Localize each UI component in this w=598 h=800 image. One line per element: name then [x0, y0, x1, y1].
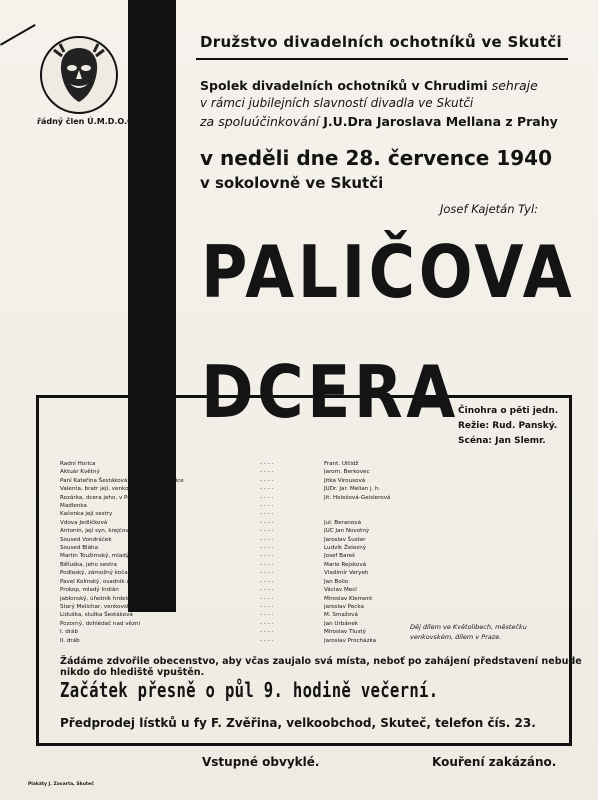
cast-role: Rozárka, dcera jeho, v Praze ve službě [60, 494, 168, 501]
cast-actor: Jitka Virousová [324, 477, 366, 484]
play-author: Josef Kajetán Tyl: [440, 202, 539, 216]
cast-actor [324, 502, 464, 510]
cast-dots: - - - - [260, 511, 274, 518]
cast-actor: Jan Bolio [324, 578, 349, 585]
cast-row [60, 544, 490, 552]
cast-actor: Josef Bareš [324, 553, 355, 560]
cast-actor: Vladimír Veryeh [324, 570, 369, 577]
cast-role: Jablonský, úředník hrdelního práva [60, 595, 157, 602]
cast-dots: - - - - [260, 595, 274, 602]
cast-row [60, 611, 490, 619]
cast-row [60, 485, 490, 493]
cast-role: Soused Vondráček [60, 536, 112, 543]
cast-dots: - - - - [260, 612, 274, 619]
printer-credit: Plakáty J. Zavarta, Skuteč [28, 782, 94, 787]
cast-row [60, 468, 490, 476]
intro-line-2: v rámci jubilejních slavností divadla ve Skutči [200, 96, 474, 110]
cast-role: I. dráb [60, 629, 79, 636]
cast-actor: Jarom. Berkovec [324, 469, 370, 476]
play-title-line-1: PALIČOVA [201, 230, 576, 314]
spolek-name: Spolek divadelních ochotníků v Chrudimi [200, 78, 488, 93]
cast-dots: - - - - [260, 561, 274, 568]
cast-role: Starý Melichar, venkovský hrobník [60, 603, 156, 610]
cast-row [60, 561, 490, 569]
sehraje-word: sehraje [487, 78, 538, 93]
cast-role: Paní Kateřina Šestáková, zámožná plátenice [60, 477, 184, 484]
intro-line-3 [200, 114, 558, 129]
start-time: Začátek přesně o půl 9. hodině večerní. [60, 678, 439, 702]
cast-actor: M. Smažová [324, 612, 358, 619]
cast-row [60, 519, 490, 527]
intro-line-1 [200, 78, 538, 93]
cast-row [60, 586, 490, 594]
cast-dots: - - - - [260, 637, 274, 644]
membership-label: řádný člen Ú.M.D.O.Č. [37, 117, 136, 126]
cast-dots: - - - - [260, 519, 274, 526]
cast-dots: - - - - [260, 461, 274, 467]
audience-notice: Žádáme zdvořile obecenstvo, aby včas zaujalo svá místa, neboť po zahájení představení nebude nikdo do hlediště vpuštěn. [60, 656, 582, 678]
cast-role: Radní Horica [60, 461, 96, 467]
cast-actor: Jaroslav Šuster [324, 536, 366, 543]
event-place: v sokolovně ve Skutči [200, 174, 384, 192]
scenery-line: Scéna: Jan Slemr. [458, 436, 546, 446]
cast-dots: - - - - [260, 469, 274, 476]
cast-row [60, 527, 490, 535]
cast-actor: Miroslav Tlustý [324, 629, 366, 636]
cast-actor: Jaroslav Procházka [324, 637, 377, 644]
ticket-presale: Předprodej lístků u fy F. Zvěřina, velkoobchod, Skuteč, telefon čís. 23. [60, 716, 536, 730]
cast-actor: JUDr. Jar. Mellan j. h. [324, 486, 381, 493]
cast-dots: - - - - [260, 494, 274, 501]
cast-role: II. dráb [60, 637, 80, 644]
cast-dots: - - - - [260, 528, 274, 535]
cast-row [60, 502, 490, 510]
cast-dots: - - - - [260, 587, 274, 594]
production-credits [458, 404, 558, 449]
cast-dots: - - - - [260, 570, 274, 577]
director-line: Režie: Rud. Panský. [458, 421, 558, 431]
cast-actor: Jaroslav Pecka [324, 603, 364, 610]
cast-role: Liduška, služka Šestáková [60, 612, 133, 619]
cast-role: Madlenka [60, 503, 87, 510]
cast-role: Soused Bláha [60, 545, 98, 552]
cast-row [60, 494, 490, 502]
cast-role: Podleský, zámožný kočař [60, 570, 131, 577]
cast-row [60, 578, 490, 586]
cast-row [60, 510, 490, 518]
organization-name: Družstvo divadelních ochotníků ve Skutči [200, 33, 562, 51]
cast-actor: Frant. Uttidž [324, 461, 359, 467]
setting-note: Děj dílem ve Květolibech, městečku venkovském, dílem v Praze. [410, 623, 527, 641]
cast-dots: - - - - [260, 503, 274, 510]
cast-role: Prokop, mladý Indián [60, 587, 119, 594]
cast-actor: Jit. Holešová-Geislerová [324, 494, 391, 501]
cast-role: Pavel Kolínský, osadník z Ameriky [60, 578, 154, 585]
cast-actor: Miroslav Klement [324, 595, 373, 602]
guest-actor: J.U.Dra Jaroslava Mellana z Prahy [323, 114, 558, 129]
cast-dots: - - - - [260, 486, 274, 493]
cast-dots: - - - - [260, 620, 274, 627]
cast-actor: Ludvík Železný [324, 545, 367, 552]
cast-row [60, 460, 490, 468]
cast-actor: Jul. Beranová [324, 519, 362, 526]
play-title-line-2: DCERA [201, 350, 459, 434]
cast-row [60, 603, 490, 611]
cast-actor: Marie Rejsková [324, 561, 367, 568]
intro-line-3-prefix: za spoluúčinkování [200, 114, 324, 129]
cast-role: Martin Toužimský, mladý řezník [60, 553, 148, 560]
cast-role: Kačenka její sestry [60, 511, 113, 518]
genre-line: Činohra o pěti jedn. [458, 406, 559, 416]
cast-actor: Jan Urbánek [324, 620, 358, 627]
no-smoking-note: Kouření zakázáno. [432, 755, 557, 769]
cast-dots: - - - - [260, 603, 274, 610]
event-date: v neděli dne 28. července 1940 [200, 146, 553, 170]
cast-actor: Václav Mecl [324, 587, 357, 594]
cast-row [60, 536, 490, 544]
cast-role: Vdova Jedličková [60, 519, 108, 526]
theatre-mask-logo-icon [40, 36, 118, 114]
cast-row [60, 552, 490, 560]
cast-role: Běťuška, jeho sestra [60, 561, 117, 568]
cast-dots: - - - - [260, 545, 274, 552]
cast-dots: - - - - [260, 629, 274, 636]
cast-dots: - - - - [260, 536, 274, 543]
paper-fold-mark [0, 24, 36, 46]
cast-dots: - - - - [260, 578, 274, 585]
admission-note: Vstupné obvyklé. [202, 755, 320, 769]
cast-role: Valenta, bratr její, venkovský šumař [60, 486, 161, 493]
cast-actor: JUC Jan Novotný [324, 528, 370, 535]
cast-row [60, 477, 490, 485]
cast-row [60, 595, 490, 603]
cast-list [60, 460, 490, 645]
cast-dots: - - - - [260, 553, 274, 560]
cast-dots: - - - - [260, 477, 274, 484]
cast-role: Aktuár Květný [60, 469, 100, 476]
header-rule [196, 58, 568, 60]
cast-role: Antonín, její syn, krejčovský tovaryš [60, 528, 161, 535]
cast-row [60, 569, 490, 577]
cast-actor [324, 510, 464, 518]
cast-role: Pozorný, dohlédač nad vězni [60, 620, 141, 627]
